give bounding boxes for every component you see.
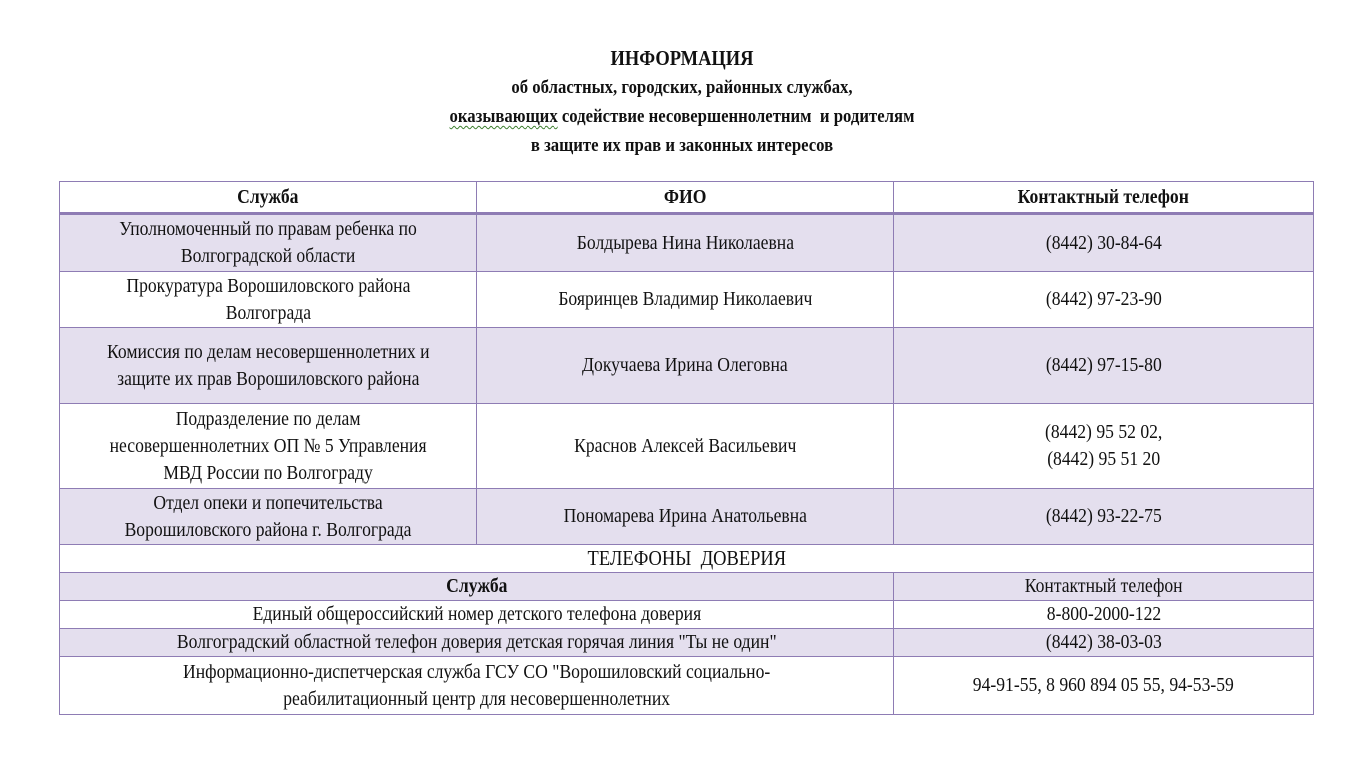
table-row (60, 214, 1314, 272)
fio-cell: Болдырева Нина Николаевна (477, 214, 894, 272)
service-cell: Информационно-диспетчерская служба ГСУ СО "Ворошиловский социально- реабилитационный центр для несовершеннолетних (60, 657, 894, 715)
phone-cell: (8442) 93-22-75 (894, 489, 1314, 545)
spellcheck-word: оказывающих (449, 106, 558, 127)
fio-cell: Краснов Алексей Васильевич (477, 404, 894, 489)
table-header-row (60, 182, 1314, 214)
service-cell: Комиссия по делам несовершеннолетних и защите их прав Ворошиловского района (60, 328, 477, 404)
phone-cell: (8442) 95 52 02, (8442) 95 51 20 (894, 404, 1314, 489)
header-service: Служба (60, 182, 477, 214)
table-row (60, 657, 1314, 715)
trust-header-phone: Контактный телефон (894, 573, 1314, 601)
fio-cell: Бояринцев Владимир Николаевич (477, 272, 894, 328)
service-cell: Отдел опеки и попечительства Ворошиловского района г. Волгограда (60, 489, 477, 545)
trust-header-row (60, 573, 1314, 601)
phone-cell: 8-800-2000-122 (894, 601, 1314, 629)
header-phone: Контактный телефон (894, 182, 1314, 214)
table-row (60, 404, 1314, 489)
header-fio: ФИО (477, 182, 894, 214)
fio-cell: Пономарева Ирина Анатольевна (477, 489, 894, 545)
phone-cell: (8442) 97-23-90 (894, 272, 1314, 328)
services-table (59, 181, 1314, 715)
table-row (60, 328, 1314, 404)
phone-cell: (8442) 97-15-80 (894, 328, 1314, 404)
heading-title: ИНФОРМАЦИЯ (610, 46, 754, 70)
phone-cell: (8442) 30-84-64 (894, 214, 1314, 272)
phone-cell: 94-91-55, 8 960 894 05 55, 94-53-59 (894, 657, 1314, 715)
table-row (60, 272, 1314, 328)
service-cell: Единый общероссийский номер детского телефона доверия (60, 601, 894, 629)
trust-section-title-row (60, 545, 1314, 573)
document-heading (82, 44, 1282, 160)
fio-cell: Докучаева Ирина Олеговна (477, 328, 894, 404)
heading-line-3-rest: содействие несовершеннолетним и родителям (557, 106, 915, 127)
service-cell: Прокуратура Ворошиловского района Волгограда (60, 272, 477, 328)
phone-cell: (8442) 38-03-03 (894, 629, 1314, 657)
heading-line-2: об областных, городских, районных службах, (511, 77, 853, 98)
table-row (60, 601, 1314, 629)
table-row (60, 489, 1314, 545)
service-cell: Уполномоченный по правам ребенка по Волгоградской области (60, 214, 477, 272)
table-row (60, 629, 1314, 657)
heading-line-4: в защите их прав и законных интересов (530, 135, 834, 156)
heading-line-3 (82, 102, 1282, 131)
service-cell: Подразделение по делам несовершеннолетних ОП № 5 Управления МВД России по Волгограду (60, 404, 477, 489)
service-cell: Волгоградский областной телефон доверия детская горячая линия "Ты не один" (60, 629, 894, 657)
trust-header-service: Служба (60, 573, 894, 601)
trust-section-title: ТЕЛЕФОНЫ ДОВЕРИЯ (60, 545, 1314, 573)
